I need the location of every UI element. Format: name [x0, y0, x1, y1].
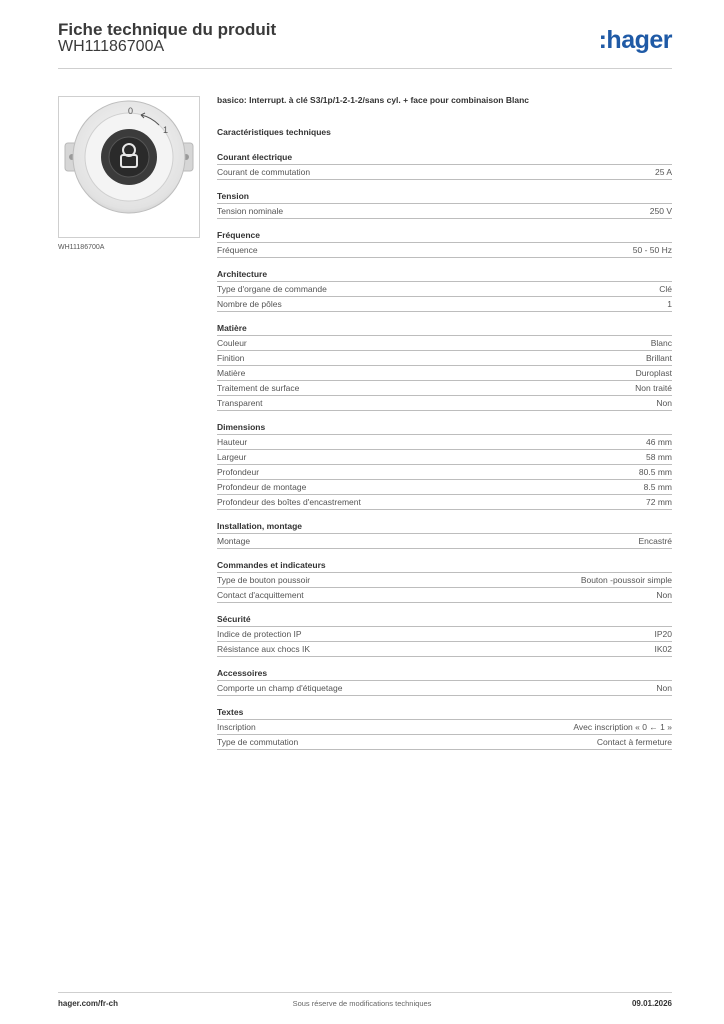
spec-value: 250 V — [649, 206, 672, 216]
spec-group — [217, 151, 672, 180]
spec-value: Non — [656, 398, 672, 408]
spec-value: 58 mm — [646, 452, 672, 462]
spec-row — [217, 572, 672, 587]
spec-value: IK02 — [654, 644, 672, 654]
spec-group — [217, 559, 672, 603]
spec-rows — [217, 533, 672, 549]
spec-label: Comporte un champ d'étiquetage — [217, 683, 343, 693]
spec-label: Résistance aux chocs IK — [217, 644, 311, 654]
spec-row — [217, 449, 672, 464]
footer-divider — [58, 992, 672, 993]
spec-row — [217, 380, 672, 395]
spec-group — [217, 706, 672, 750]
spec-group-title: Accessoires — [217, 668, 268, 678]
spec-label: Contact d'acquittement — [217, 590, 304, 600]
spec-group — [217, 421, 672, 510]
spec-value: 1 — [667, 299, 672, 309]
spec-rows — [217, 434, 672, 510]
spec-value: Contact à fermeture — [596, 737, 672, 747]
spec-label: Transparent — [217, 398, 263, 408]
spec-rows — [217, 719, 672, 750]
spec-content — [217, 95, 672, 760]
spec-label: Largeur — [217, 452, 247, 462]
spec-value: Non — [656, 683, 672, 693]
product-reference: WH11186700A — [58, 38, 165, 55]
spec-value: 50 - 50 Hz — [632, 245, 672, 255]
spec-row — [217, 464, 672, 479]
footer-notice: Sous réserve de modifications techniques — [292, 999, 432, 1008]
spec-row — [217, 242, 672, 258]
spec-value: Brillant — [646, 353, 672, 363]
spec-label: Tension nominale — [217, 206, 284, 216]
spec-value: Non traité — [635, 383, 672, 393]
spec-row — [217, 626, 672, 641]
spec-row — [217, 587, 672, 603]
spec-group — [217, 520, 672, 549]
spec-rows — [217, 680, 672, 696]
spec-label: Matière — [217, 368, 246, 378]
spec-value: Non — [656, 590, 672, 600]
spec-label: Couleur — [217, 338, 247, 348]
spec-label: Profondeur des boîtes d'encastrement — [217, 497, 361, 507]
spec-groups — [217, 151, 672, 750]
spec-group — [217, 268, 672, 312]
spec-label: Profondeur de montage — [217, 482, 307, 492]
spec-value: 25 A — [654, 167, 672, 177]
spec-row — [217, 203, 672, 219]
product-image-caption: WH11186700A — [58, 244, 105, 251]
spec-value: Blanc — [650, 338, 672, 348]
spec-label: Type d'organe de commande — [217, 284, 327, 294]
spec-row — [217, 281, 672, 296]
spec-group-title: Textes — [217, 707, 244, 717]
footer-website: hager.com/fr-ch — [58, 999, 119, 1008]
spec-value: Clé — [659, 284, 672, 294]
spec-value: Duroplast — [635, 368, 672, 378]
spec-row — [217, 533, 672, 549]
spec-label: Profondeur — [217, 467, 260, 477]
spec-row — [217, 494, 672, 510]
spec-rows — [217, 242, 672, 258]
spec-label: Finition — [217, 353, 245, 363]
spec-row — [217, 164, 672, 180]
spec-row — [217, 479, 672, 494]
spec-rows — [217, 335, 672, 411]
hager-logo: :hager — [598, 26, 672, 54]
spec-label: Nombre de pôles — [217, 299, 282, 309]
key-switch-illustration — [59, 97, 199, 237]
spec-label: Hauteur — [217, 437, 248, 447]
specs-heading: Caractéristiques techniques — [217, 127, 331, 137]
spec-group-title: Fréquence — [217, 230, 260, 240]
spec-label: Montage — [217, 536, 251, 546]
spec-group — [217, 229, 672, 258]
spec-group-title: Dimensions — [217, 422, 266, 432]
spec-row — [217, 365, 672, 380]
spec-row — [217, 335, 672, 350]
spec-group-title: Commandes et indicateurs — [217, 560, 326, 570]
spec-rows — [217, 164, 672, 180]
position-zero-mark: 0 — [128, 106, 134, 116]
spec-group-title: Courant électrique — [217, 152, 293, 162]
spec-label: Courant de commutation — [217, 167, 311, 177]
spec-label: Type de commutation — [217, 737, 299, 747]
spec-row — [217, 680, 672, 696]
page-title: Fiche technique du produit — [58, 20, 277, 39]
footer-date: 09.01.2026 — [631, 999, 672, 1008]
product-image — [58, 96, 200, 238]
spec-row — [217, 719, 672, 734]
spec-rows — [217, 572, 672, 603]
spec-group — [217, 322, 672, 411]
spec-label: Traitement de surface — [217, 383, 300, 393]
spec-value: IP20 — [654, 629, 672, 639]
header-divider — [58, 68, 672, 69]
position-one-mark: 1 — [163, 125, 169, 135]
spec-value: 8.5 mm — [643, 482, 672, 492]
spec-label: Indice de protection IP — [217, 629, 302, 639]
spec-value: 46 mm — [646, 437, 672, 447]
spec-row — [217, 350, 672, 365]
spec-value: Encastré — [638, 536, 672, 546]
spec-group-title: Architecture — [217, 269, 268, 279]
spec-value: 72 mm — [646, 497, 672, 507]
spec-row — [217, 395, 672, 411]
spec-row — [217, 434, 672, 449]
spec-label: Type de bouton poussoir — [217, 575, 311, 585]
spec-row — [217, 641, 672, 657]
spec-group — [217, 190, 672, 219]
spec-value: Bouton -poussoir simple — [580, 575, 672, 585]
spec-value: 80.5 mm — [638, 467, 672, 477]
spec-row — [217, 296, 672, 312]
spec-rows — [217, 203, 672, 219]
spec-group-title: Installation, montage — [217, 521, 303, 531]
spec-group-title: Matière — [217, 323, 247, 333]
spec-group-title: Tension — [217, 191, 249, 201]
spec-rows — [217, 281, 672, 312]
spec-label: Inscription — [217, 722, 256, 732]
spec-label: Fréquence — [217, 245, 258, 255]
spec-row — [217, 734, 672, 750]
product-description: basico: Interrupt. à clé S3/1p/1-2-1-2/sans cyl. + face pour combinaison Blanc — [217, 95, 530, 105]
spec-rows — [217, 626, 672, 657]
spec-group-title: Sécurité — [217, 614, 251, 624]
spec-group — [217, 613, 672, 657]
spec-value: Avec inscription « 0 ← 1 » — [573, 722, 672, 732]
spec-group — [217, 667, 672, 696]
